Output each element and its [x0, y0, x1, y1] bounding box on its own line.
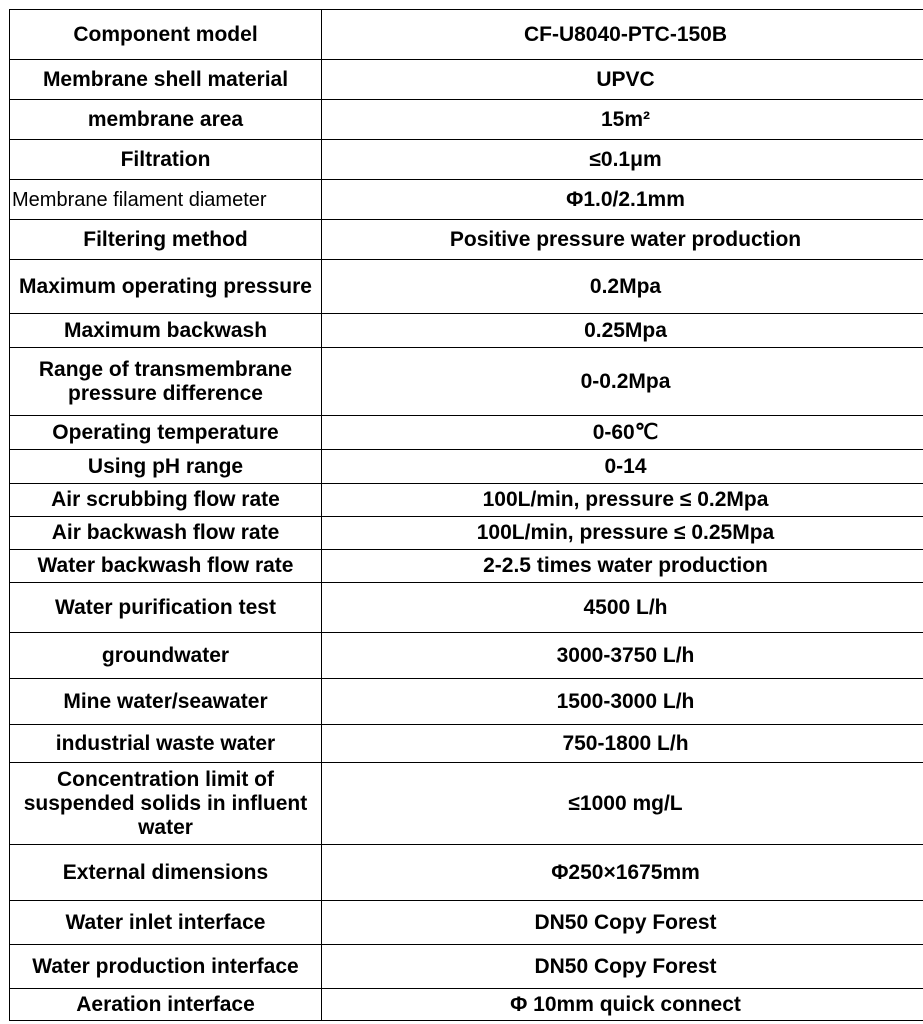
spec-label-cell: Using pH range — [10, 450, 322, 484]
table-row — [10, 140, 923, 180]
spec-value-cell: DN50 Copy Forest — [322, 901, 923, 945]
spec-label-cell: Air backwash flow rate — [10, 517, 322, 550]
table-row — [10, 633, 923, 679]
table-row — [10, 220, 923, 260]
spec-label-cell: membrane area — [10, 100, 322, 140]
spec-label-cell: Water production interface — [10, 945, 322, 989]
spec-label-cell: Maximum operating pressure — [10, 260, 322, 314]
spec-label-cell: Water purification test — [10, 583, 322, 633]
spec-value-cell: Positive pressure water production — [322, 220, 923, 260]
spec-value-cell: 100L/min, pressure ≤ 0.2Mpa — [322, 484, 923, 517]
spec-value-cell: 100L/min, pressure ≤ 0.25Mpa — [322, 517, 923, 550]
table-row — [10, 348, 923, 416]
table-row — [10, 725, 923, 763]
table-row — [10, 484, 923, 517]
table-row — [10, 945, 923, 989]
spec-value-cell: ≤1000 mg/L — [322, 763, 923, 845]
spec-value-cell: 2-2.5 times water production — [322, 550, 923, 583]
table-row — [10, 517, 923, 550]
spec-label-cell: Concentration limit of suspended solids in influent water — [10, 763, 322, 845]
table-row — [10, 100, 923, 140]
spec-label-cell: Membrane filament diameter — [10, 180, 322, 220]
table-row — [10, 679, 923, 725]
spec-label-cell: Mine water/seawater — [10, 679, 322, 725]
spec-value-cell: CF-U8040-PTC-150B — [322, 10, 923, 60]
spec-label-cell: External dimensions — [10, 845, 322, 901]
spec-label-cell: groundwater — [10, 633, 322, 679]
spec-value-cell: 4500 L/h — [322, 583, 923, 633]
spec-label-cell: Filtering method — [10, 220, 322, 260]
table-row — [10, 314, 923, 348]
table-row — [10, 583, 923, 633]
spec-label-cell: Maximum backwash — [10, 314, 322, 348]
spec-value-cell: Φ250×1675mm — [322, 845, 923, 901]
spec-value-cell: 0.25Mpa — [322, 314, 923, 348]
spec-label-cell: Filtration — [10, 140, 322, 180]
table-row — [10, 180, 923, 220]
table-row — [10, 989, 923, 1021]
spec-value-cell: ≤0.1μm — [322, 140, 923, 180]
spec-value-cell: 0-60℃ — [322, 416, 923, 450]
spec-value-cell: 15m² — [322, 100, 923, 140]
spec-table — [9, 9, 923, 1021]
spec-label-cell: Water inlet interface — [10, 901, 322, 945]
table-row — [10, 901, 923, 945]
spec-label-cell: Membrane shell material — [10, 60, 322, 100]
table-row — [10, 60, 923, 100]
spec-value-cell: 0-0.2Mpa — [322, 348, 923, 416]
spec-value-cell: 750-1800 L/h — [322, 725, 923, 763]
spec-label-cell: Operating temperature — [10, 416, 322, 450]
table-row — [10, 763, 923, 845]
table-row — [10, 845, 923, 901]
spec-label-cell: industrial waste water — [10, 725, 322, 763]
spec-value-cell: 3000-3750 L/h — [322, 633, 923, 679]
table-row — [10, 260, 923, 314]
spec-label-cell: Air scrubbing flow rate — [10, 484, 322, 517]
table-row — [10, 550, 923, 583]
spec-label-cell: Aeration interface — [10, 989, 322, 1021]
spec-label-cell: Range of transmembrane pressure difference — [10, 348, 322, 416]
table-row — [10, 450, 923, 484]
spec-value-cell: DN50 Copy Forest — [322, 945, 923, 989]
table-row — [10, 10, 923, 60]
table-row — [10, 416, 923, 450]
spec-value-cell: Φ1.0/2.1mm — [322, 180, 923, 220]
spec-table-body — [10, 10, 923, 1021]
spec-value-cell: 0.2Mpa — [322, 260, 923, 314]
spec-label-cell: Water backwash flow rate — [10, 550, 322, 583]
spec-value-cell: UPVC — [322, 60, 923, 100]
spec-value-cell: 0-14 — [322, 450, 923, 484]
spec-value-cell: Φ 10mm quick connect — [322, 989, 923, 1021]
spec-value-cell: 1500-3000 L/h — [322, 679, 923, 725]
spec-label-cell: Component model — [10, 10, 322, 60]
